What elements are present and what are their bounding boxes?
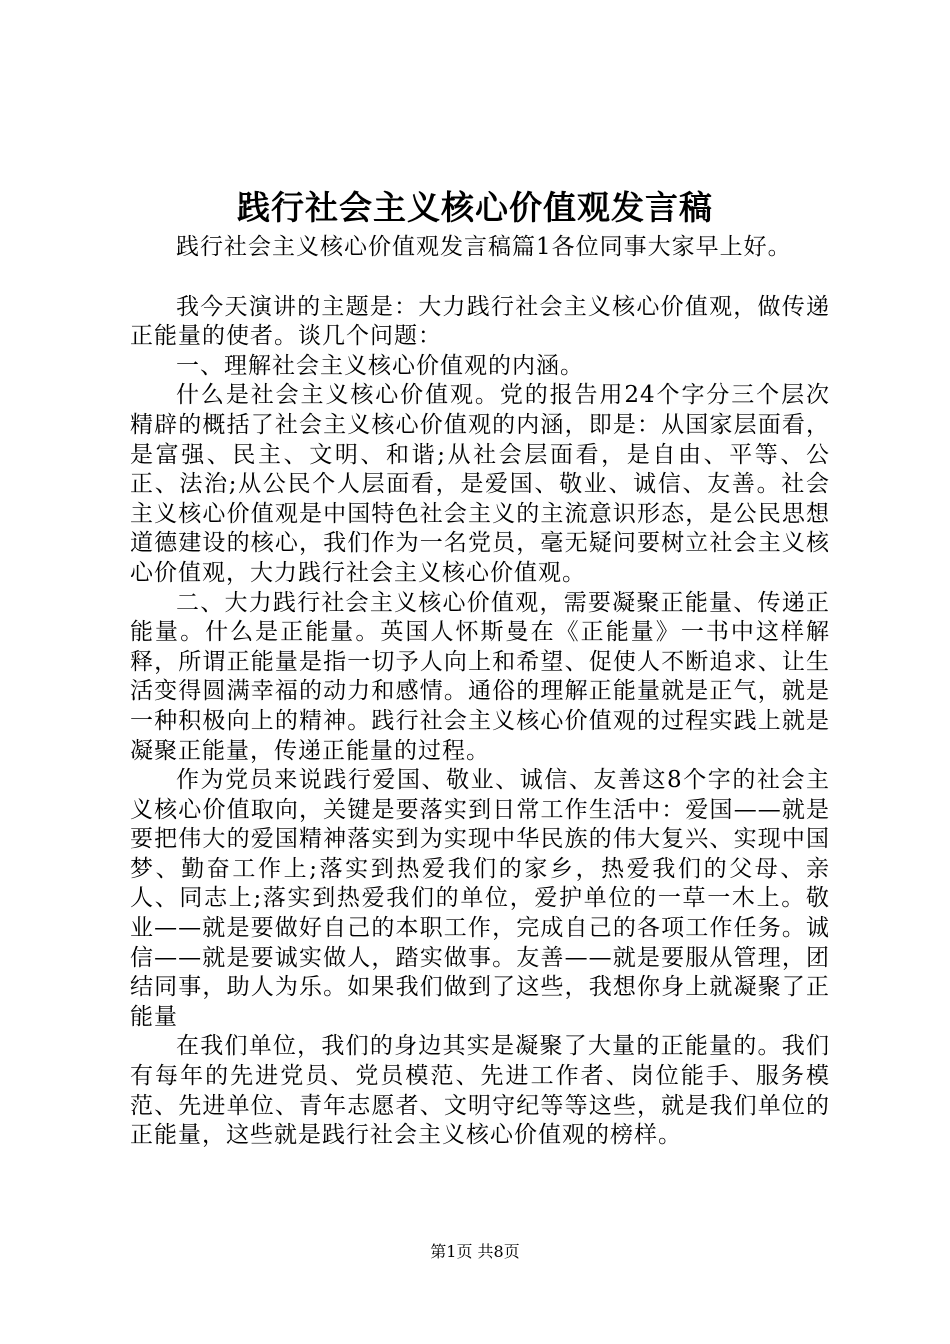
document-body <box>130 233 830 1151</box>
paragraph-our-unit: 在我们单位，我们的身边其实是凝聚了大量的正能量的。我们有每年的先进党员、党员模范、先进工作者、岗位能手、服务模范、先进单位、青年志愿者、文明守纪等等这些，就是我们单位的正能量，这些就是践行社会主义核心价值观的榜样。 <box>130 1033 830 1149</box>
paragraph-topic: 我今天演讲的主题是：大力践行社会主义核心价值观，做传递正能量的使者。谈几个问题： <box>130 293 830 350</box>
paragraph-greeting: 践行社会主义核心价值观发言稿篇1各位同事大家早上好。 <box>176 234 792 260</box>
section-heading-1: 一、理解社会主义核心价值观的内涵。 <box>176 352 584 379</box>
paragraph-party-member: 作为党员来说践行爱国、敬业、诚信、友善这8个字的社会主义核心价值取向，关键是要落实到日常工作生活中：爱国——就是要把伟大的爱国精神落实到为实现中华民族的伟大复兴、实现中国梦、勤奋工作上;落实到热爱我们的家乡，热爱我们的父母、亲人、同志上;落实到热爱我们的单位，爱护单位的一草一木上。敬业——就是要做好自己的本职工作，完成自己的各项工作任务。诚信——就是要诚实做人，踏实做事。友善——就是要服从管理，团结同事，助人为乐。如果我们做到了这些，我想你身上就凝聚了正能量 <box>130 767 830 1030</box>
document-title: 践行社会主义核心价值观发言稿 <box>237 188 713 227</box>
paragraph-core-values: 什么是社会主义核心价值观。党的报告用24个字分三个层次精辟的概括了社会主义核心价值观的内涵，即是：从国家层面看，是富强、民主、文明、和谐;从社会层面看，是自由、平等、公正、法治;从公民个人层面看，是爱国、敬业、诚信、友善。社会主义核心价值观是中国特色社会主义的主流意识形态，是公民思想道德建设的核心，我们作为一名党员，毫无疑问要树立社会主义核心价值观，大力践行社会主义核心价值观。 <box>130 382 830 586</box>
page-number: 第1页 共8页 <box>430 1242 520 1261</box>
section-heading-2: 二、大力践行社会主义核心价值观，需要凝聚正能量、传递正能量。什么是正能量。英国人怀斯曼在《正能量》一书中这样解释，所谓正能量是指一切予人向上和希望、促使人不断追求、让生活变得圆满幸福的动力和感情。通俗的理解正能量就是正气，就是一种积极向上的精神。践行社会主义核心价值观的过程实践上就是凝聚正能量，传递正能量的过程。 <box>130 589 830 764</box>
